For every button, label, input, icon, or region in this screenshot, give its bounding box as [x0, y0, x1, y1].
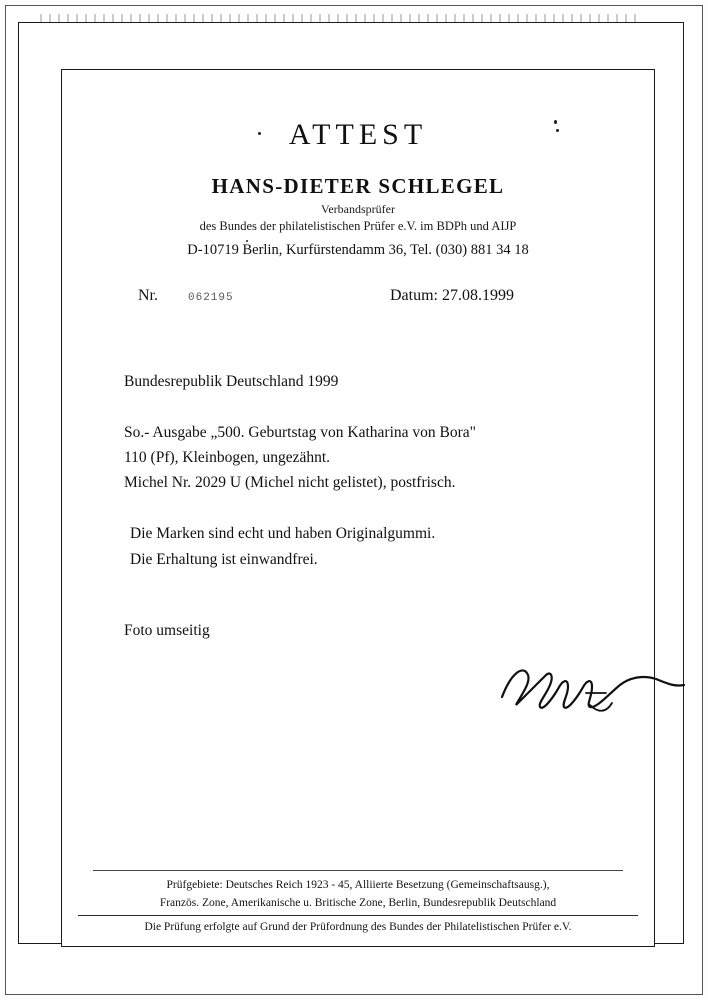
attest-content	[62, 70, 654, 946]
reference-number-value: 062195	[188, 292, 234, 304]
attest-frame	[61, 69, 655, 947]
footer-divider	[93, 870, 623, 871]
country-year-paragraph	[124, 369, 614, 394]
examiner-address: D-10719 Berlin, Kurfürstendamm 36, Tel. (030) 881 34 18	[187, 242, 529, 258]
photo-note-paragraph	[124, 618, 614, 643]
ink-speck	[556, 129, 559, 132]
certificate-body	[62, 369, 654, 769]
certificate-date: Datum: 27.08.1999	[390, 287, 514, 304]
page-title: ATTEST	[288, 118, 428, 151]
examiner-association: des Bundes der philatelistischen Prüfer e.V. im BDPh und AIJP	[199, 219, 517, 233]
condition-line-2: Die Erhaltung ist einwandfrei.	[130, 550, 318, 568]
body-spacer	[124, 598, 614, 618]
condition-line-1: Die Marken sind echt und haben Originalgummi.	[130, 525, 436, 543]
photo-note-line: Foto umseitig	[124, 621, 210, 639]
ink-speck	[246, 240, 248, 242]
reference-row	[62, 287, 654, 313]
footer	[62, 870, 654, 936]
footer-line-2: Französ. Zone, Amerikanische u. Britische Zone, Berlin, Bundesrepublik Deutschland	[159, 896, 557, 909]
footer-line-1: Prüfgebiete: Deutsches Reich 1923 - 45, Alliierte Besetzung (Gemeinschaftsausg.),	[166, 879, 550, 892]
ink-speck	[554, 120, 557, 124]
signature-icon	[494, 653, 694, 723]
condition-paragraph	[124, 521, 614, 571]
copy-edge-noise-top	[40, 14, 640, 22]
certificate-sheet	[18, 22, 684, 944]
examiner-name: HANS-DIETER SCHLEGEL	[211, 174, 505, 198]
country-year-line: Bundesrepublik Deutschland 1999	[124, 373, 339, 390]
issue-line-1: So.- Ausgabe „500. Geburtstag von Katharina von Bora"	[124, 424, 476, 442]
issue-line-2: 110 (Pf), Kleinbogen, ungezähnt.	[124, 449, 331, 467]
ink-speck	[258, 132, 261, 135]
footer-line-3: Die Prüfung erfolgte auf Grund der Prüfordnung des Bundes der Philatelistischen Prüfer e.V.	[78, 915, 638, 936]
issue-description-paragraph	[124, 420, 614, 495]
signature-area	[124, 649, 614, 769]
reference-number-label: Nr.	[138, 287, 158, 304]
examiner-role: Verbandsprüfer	[321, 202, 395, 216]
issue-line-3: Michel Nr. 2029 U (Michel nicht gelistet), postfrisch.	[124, 474, 456, 492]
